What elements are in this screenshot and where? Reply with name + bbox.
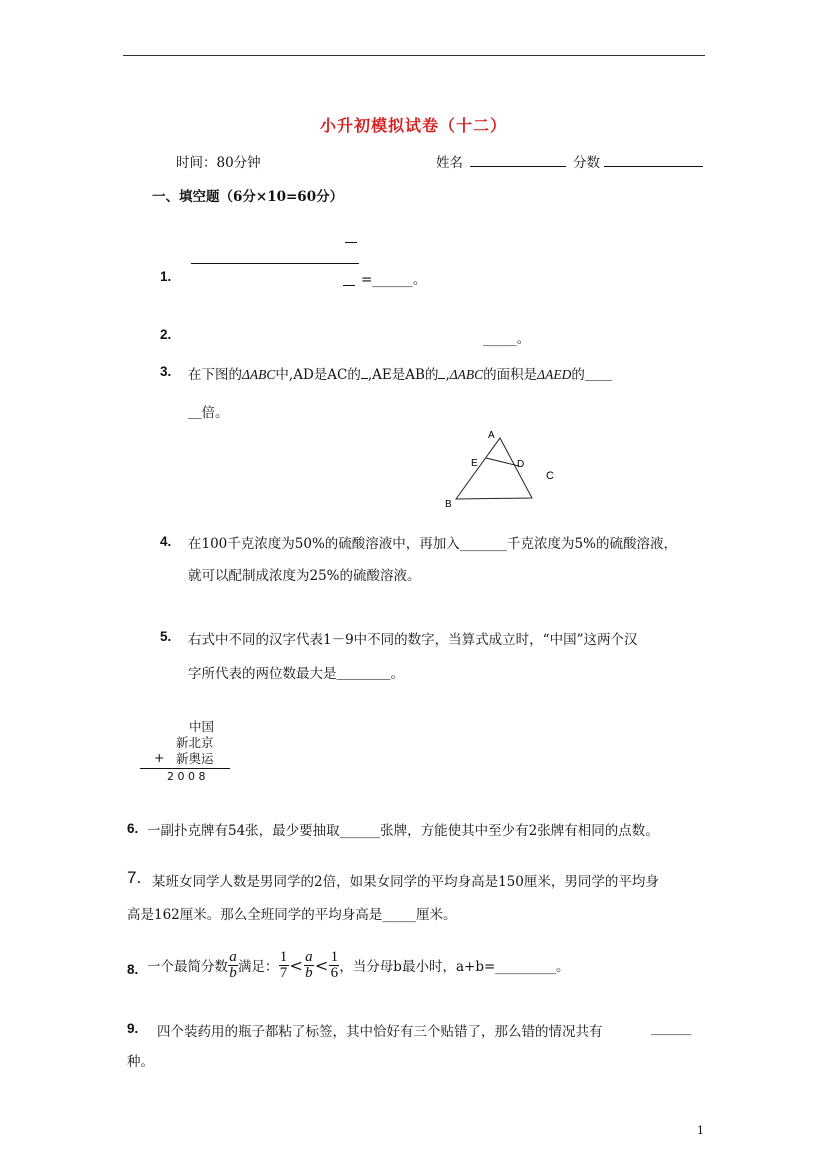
q9-blank[interactable]: ______ (651, 1020, 692, 1036)
q3-t4: , (445, 367, 450, 383)
q3-t2: 中,AD是AC的 (275, 367, 361, 383)
q9-number: 9. (127, 1021, 139, 1036)
q3-text (188, 363, 612, 383)
q2-blank[interactable]: _____。 (483, 331, 531, 347)
score-label: 分数 (573, 155, 600, 171)
q8-b: b (229, 964, 237, 981)
q3-t6[interactable]: 的＿＿ (571, 367, 612, 383)
q8-number: 8. (127, 962, 139, 977)
q1-number: 1. (160, 269, 172, 284)
q3-tri3: ΔAED (537, 367, 572, 382)
q9-line1: 四个装药用的瓶子都粘了标签，其中恰好有三个贴错了，那么错的情况共有 (157, 1024, 603, 1040)
q8-a: a (229, 948, 237, 965)
q5-row3: 新奥运 (176, 751, 214, 766)
q7-line1: 某班女同学人数是男同学的2倍，如果女同学的平均身高是150厘米，男同学的平均身 (152, 874, 659, 890)
q3-t5: 的面积是 (483, 367, 538, 383)
label-c: C (546, 470, 554, 482)
q3-tri2: ΔABC (449, 367, 484, 382)
q5-number: 5. (160, 629, 172, 644)
triangle-figure (440, 425, 560, 515)
q8-six: 6 (330, 964, 339, 981)
q5-sum-rule (140, 768, 230, 769)
time-label: 时间：80分钟 (176, 155, 261, 171)
q3-number: 3. (160, 364, 172, 379)
q8-lt2: < (314, 955, 329, 975)
page-number: 1 (697, 1124, 704, 1137)
q5-sum: 2 0 0 8 (167, 770, 206, 783)
q1-top-bar (345, 242, 357, 243)
q1-bottom-bar (343, 285, 355, 286)
header-rule (123, 55, 705, 56)
name-blank[interactable] (470, 152, 566, 167)
q8-t1: 一个最简分数 (147, 959, 228, 975)
score-blank[interactable] (604, 152, 703, 167)
q8-one-b: 1 (330, 948, 339, 965)
q5-line2[interactable]: 字所代表的两位数最大是＿＿＿＿。 (188, 666, 404, 682)
segment-ed (486, 458, 519, 466)
q8-one-a: 1 (279, 948, 288, 965)
q6-text[interactable]: 一副扑克牌有54张，最少要抽取______张牌，方能使其中至少有2张牌有相同的点数。 (147, 823, 659, 839)
label-e: E (471, 458, 478, 469)
q8-frac-ab2 (304, 950, 314, 981)
q4-line1[interactable]: 在100千克浓度为50%的硫酸溶液中，再加入_______千克浓度为5%的硫酸溶液， (188, 536, 677, 552)
q6-number: 6. (127, 821, 139, 836)
q3-frac-blank1 (361, 366, 368, 379)
page-title: 小升初模拟试卷（十二） (319, 116, 507, 135)
q4-line2: 就可以配制成浓度为25%的硫酸溶液。 (188, 568, 421, 584)
q8-t2: 满足： (238, 959, 279, 975)
q7-line2[interactable]: 高是162厘米。那么全班同学的平均身高是_____厘米。 (127, 907, 457, 923)
q1-equals-blank[interactable]: =______。 (361, 272, 427, 288)
label-b: B (445, 499, 452, 510)
q8-text (147, 947, 570, 983)
q8-frac-ab (228, 950, 238, 981)
q1-fraction-bar (191, 263, 359, 264)
label-d: D (517, 459, 525, 470)
q8-b2: b (305, 964, 313, 981)
q5-plus: + (154, 750, 165, 765)
q8-t3[interactable]: ，当分母b最小时，a+b=_________。 (339, 959, 570, 975)
q4-number: 4. (160, 534, 172, 549)
label-a: A (488, 430, 495, 441)
q8-lt1: < (289, 955, 303, 975)
q8-seven: 7 (279, 964, 288, 981)
q9-line2: 种。 (127, 1054, 154, 1070)
q5-line1: 右式中不同的汉字代表1－9中不同的数字，当算式成立时，“中国”这两个汉 (188, 632, 638, 648)
q5-row2: 新北京 (176, 735, 214, 750)
section-title: 一、填空题（6分×10=60分） (152, 189, 344, 205)
q8-frac-17 (279, 950, 289, 981)
q8-frac-16 (329, 950, 339, 981)
q3-line2[interactable]: ＿倍。 (188, 405, 229, 421)
name-label: 姓名 (436, 155, 463, 171)
q7-number: 7. (127, 868, 142, 887)
q3-t3: ,AE是AB的 (367, 367, 439, 383)
q2-number: 2. (160, 327, 172, 342)
q5-row1: 中国 (189, 719, 215, 734)
q3-tri1: ΔABC (242, 367, 276, 382)
q3-t1: 在下图的 (188, 367, 242, 383)
q8-a2: a (305, 948, 313, 965)
